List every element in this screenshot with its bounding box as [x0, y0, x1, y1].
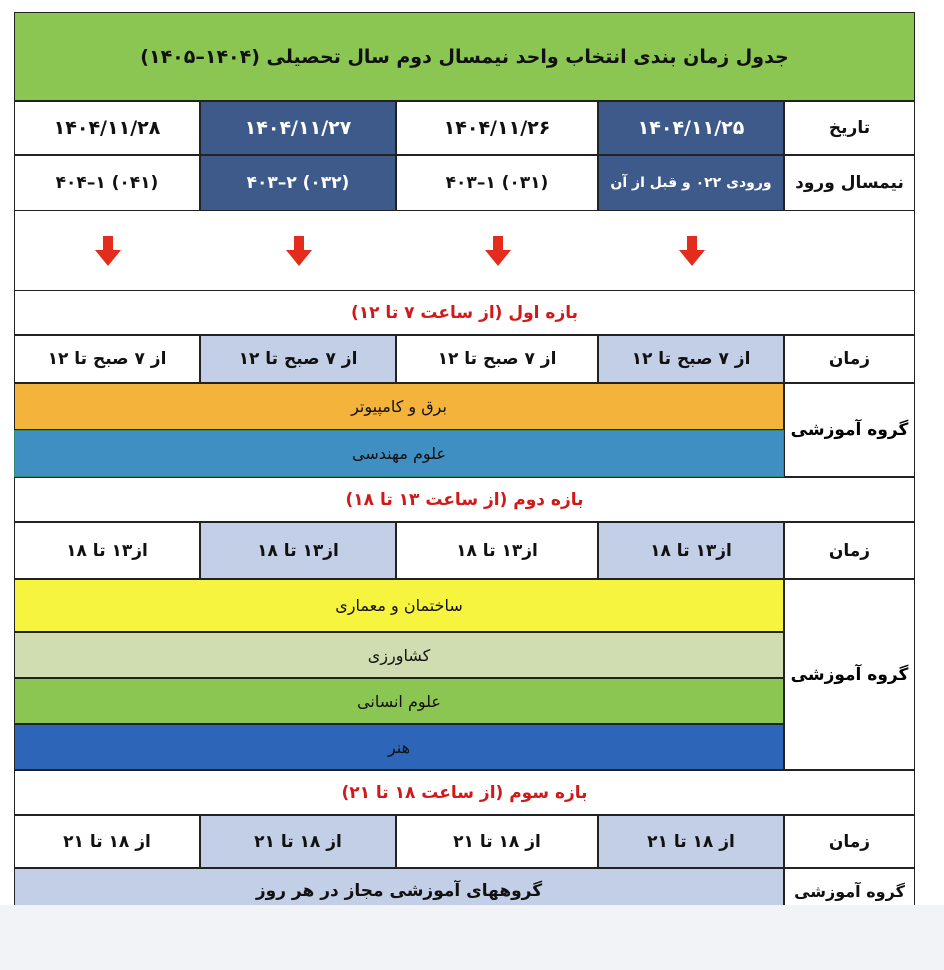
period-2-row [14, 477, 915, 522]
table-title: جدول زمان بندی انتخاب واحد نیمسال دوم سال تحصیلی (۱۴۰۴–۱۴۰۵) [14, 12, 915, 101]
title-row [14, 12, 915, 101]
entry-semester-day-3: (۰۳۲) ۲–۴۰۳ [200, 155, 396, 211]
period-2-heading: بازه دوم (از ساعت ۱۳ تا ۱۸) [14, 477, 915, 522]
group-building-architecture: ساختمان و معماری [14, 579, 784, 632]
period-2-time-row [14, 522, 915, 579]
arrow-down-icon [599, 211, 785, 290]
date-day-3: ۱۴۰۴/۱۱/۲۷ [200, 101, 396, 155]
period-2-time-day-1: از۱۳ تا ۱۸ [598, 522, 784, 579]
arrow-down-icon [15, 211, 201, 290]
period-1-group-row [14, 430, 784, 477]
period-1-time-row [14, 335, 915, 383]
period-3-time-day-3: از ۱۸ تا ۲۱ [200, 815, 396, 868]
period-1-time-day-4: از ۷ صبح تا ۱۲ [14, 335, 200, 383]
arrow-down-icon [201, 211, 397, 290]
arrow-row [14, 211, 915, 290]
entry-semester-label: نیمسال ورود [784, 155, 915, 211]
period-1-group-row [14, 383, 784, 430]
period-2-group-row [14, 678, 784, 724]
period-3-row [14, 770, 915, 815]
period-3-time-row [14, 815, 915, 868]
period-2-time-day-2: از۱۳ تا ۱۸ [396, 522, 598, 579]
entry-semester-day-4: (۰۴۱) ۱–۴۰۴ [14, 155, 200, 211]
period-3-group-row [14, 868, 915, 905]
time-label: زمان [784, 335, 915, 383]
arrow-down-icon [397, 211, 599, 290]
period-3-heading: بازه سوم (از ساعت ۱۸ تا ۲۱) [14, 770, 915, 815]
group-humanities: علوم انسانی [14, 678, 784, 724]
period-3-time-day-1: از ۱۸ تا ۲۱ [598, 815, 784, 868]
group-agriculture: کشاورزی [14, 632, 784, 678]
period-1-time-day-2: از ۷ صبح تا ۱۲ [396, 335, 598, 383]
period-3-time-day-4: از ۱۸ تا ۲۱ [14, 815, 200, 868]
period-3-time-day-2: از ۱۸ تا ۲۱ [396, 815, 598, 868]
date-label: تاریخ [784, 101, 915, 155]
group-art: هنر [14, 724, 784, 770]
period-1-heading: بازه اول (از ساعت ۷ تا ۱۲) [14, 290, 915, 335]
date-day-4: ۱۴۰۴/۱۱/۲۸ [14, 101, 200, 155]
group-allowed-each-day: گروههای آموزشی مجاز در هر روز [14, 868, 784, 905]
period-2-group-label: گروه آموزشی [784, 579, 915, 770]
time-label: زمان [784, 522, 915, 579]
period-2-group-row [14, 724, 784, 770]
period-2-group-row [14, 579, 784, 632]
period-1-row [14, 290, 915, 335]
date-day-1: ۱۴۰۴/۱۱/۲۵ [598, 101, 784, 155]
entry-semester-day-2: (۰۳۱) ۱–۴۰۳ [396, 155, 598, 211]
period-3-group-label: گروه آموزشی [784, 868, 915, 905]
group-engineering-sciences: علوم مهندسی [14, 430, 784, 477]
period-2-group-row [14, 632, 784, 678]
entry-semester-row [14, 155, 915, 211]
time-label: زمان [784, 815, 915, 868]
period-1-time-day-3: از ۷ صبح تا ۱۲ [200, 335, 396, 383]
period-2-time-day-3: از۱۳ تا ۱۸ [200, 522, 396, 579]
date-day-2: ۱۴۰۴/۱۱/۲۶ [396, 101, 598, 155]
period-1-time-day-1: از ۷ صبح تا ۱۲ [598, 335, 784, 383]
period-1-group-label: گروه آموزشی [784, 383, 915, 477]
entry-semester-day-1: ورودی ۰۲۲ و قبل از آن [598, 155, 784, 211]
group-electrical-computer: برق و کامپیوتر [14, 383, 784, 430]
date-row [14, 101, 915, 155]
period-2-time-day-4: از۱۳ تا ۱۸ [14, 522, 200, 579]
